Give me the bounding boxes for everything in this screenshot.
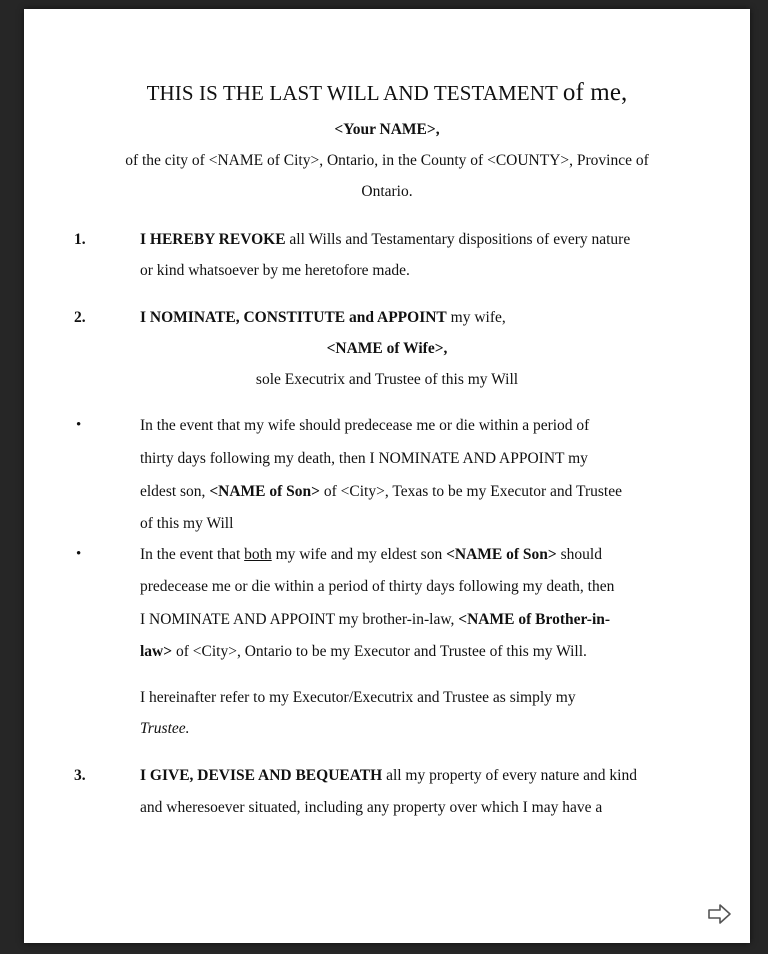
document-page	[24, 9, 750, 943]
clause-1-number: 1.	[74, 231, 86, 248]
clause-3-number: 3.	[74, 767, 86, 784]
bullet-2-line-1	[140, 546, 602, 564]
next-page-arrow-icon[interactable]	[707, 903, 733, 925]
appoint-phrase: I NOMINATE, CONSTITUTE and APPOINT	[140, 309, 447, 326]
clause-2-line-1-text: my wife,	[446, 309, 506, 326]
bullet-2-line-4	[140, 643, 587, 661]
bullet-1-line-2-post: my	[564, 450, 588, 467]
bullet-2-line-1-mid: my wife and my eldest son	[271, 546, 447, 563]
title-tail: of me,	[562, 79, 628, 106]
bullet-1-line-2	[140, 450, 588, 468]
revoke-phrase: I HEREBY REVOKE	[140, 231, 286, 248]
clause-2-line-3: sole Executrix and Trustee of this my Will	[255, 371, 519, 388]
bullet-2-line-3-pre: I NOMINATE AND APPOINT my brother-in-law,	[140, 611, 459, 628]
brother-in-law-placeholder-end: law>	[140, 643, 173, 660]
bullet-1-line-1: In the event that my wife should predecease me or die within a period of	[140, 417, 590, 434]
clause-1-line-2: or kind whatsoever by me heretofore made.	[140, 262, 410, 279]
clause-3-line-2: and wheresoever situated, including any property over which I may have a	[140, 799, 603, 816]
clause-2-number: 2.	[74, 309, 86, 326]
testator-name-placeholder: <Your NAME>,	[334, 121, 440, 138]
clause-1-line-1-text: all Wills and Testamentary dispositions of every nature	[285, 231, 631, 248]
wife-name-placeholder: <NAME of Wife>,	[326, 340, 448, 357]
bullet-1-line-3-pre: eldest son,	[140, 483, 210, 500]
son-name-placeholder: <NAME of Son>	[209, 483, 320, 500]
brother-in-law-placeholder: <NAME of Brother-in-	[458, 611, 611, 628]
bequeath-phrase: I GIVE, DEVISE AND BEQUEATH	[140, 767, 383, 784]
bullet-1-symbol: •	[76, 417, 82, 433]
clause-2-line-1	[140, 309, 506, 327]
province-line: Ontario.	[361, 183, 413, 200]
title-main: THIS IS THE LAST WILL AND TESTAMENT	[146, 81, 558, 105]
bullet-1-line-3-post: of <City>, Texas to be my Executor and Trustee	[320, 483, 622, 500]
bullet-2-line-1-post: should	[556, 546, 602, 563]
bullet-1-line-4: of this my Will	[140, 515, 234, 532]
bullet-1-line-2-pre: thirty days following my death, then	[140, 450, 370, 467]
bullet-2-line-2: predecease me or die within a period of thirty days following my death, then	[140, 578, 615, 595]
clause-3-line-1-text: all my property of every nature and kind	[382, 767, 637, 784]
city-line: of the city of <NAME of City>, Ontario, in the County of <COUNTY>, Province of	[125, 152, 649, 169]
bullet-2-line-3	[140, 611, 610, 629]
will-title	[24, 79, 750, 107]
son-name-placeholder-2: <NAME of Son>	[446, 546, 557, 563]
bullet-2-line-4-post: of <City>, Ontario to be my Executor and Trustee of this my Will.	[172, 643, 587, 660]
clause-3-line-1	[140, 767, 637, 785]
both-underlined: both	[244, 546, 272, 563]
clause-1-line-1	[140, 231, 630, 249]
bullet-1-line-3	[140, 483, 622, 501]
bullet-2-line-1-pre: In the event that	[140, 546, 245, 563]
bullet-1-line-2-bold: I NOMINATE AND APPOINT	[369, 450, 565, 467]
bullet-2-symbol: •	[76, 546, 82, 562]
trustee-note-line-1: I hereinafter refer to my Executor/Executrix and Trustee as simply my	[140, 689, 576, 706]
trustee-note-line-2: Trustee.	[140, 720, 190, 737]
